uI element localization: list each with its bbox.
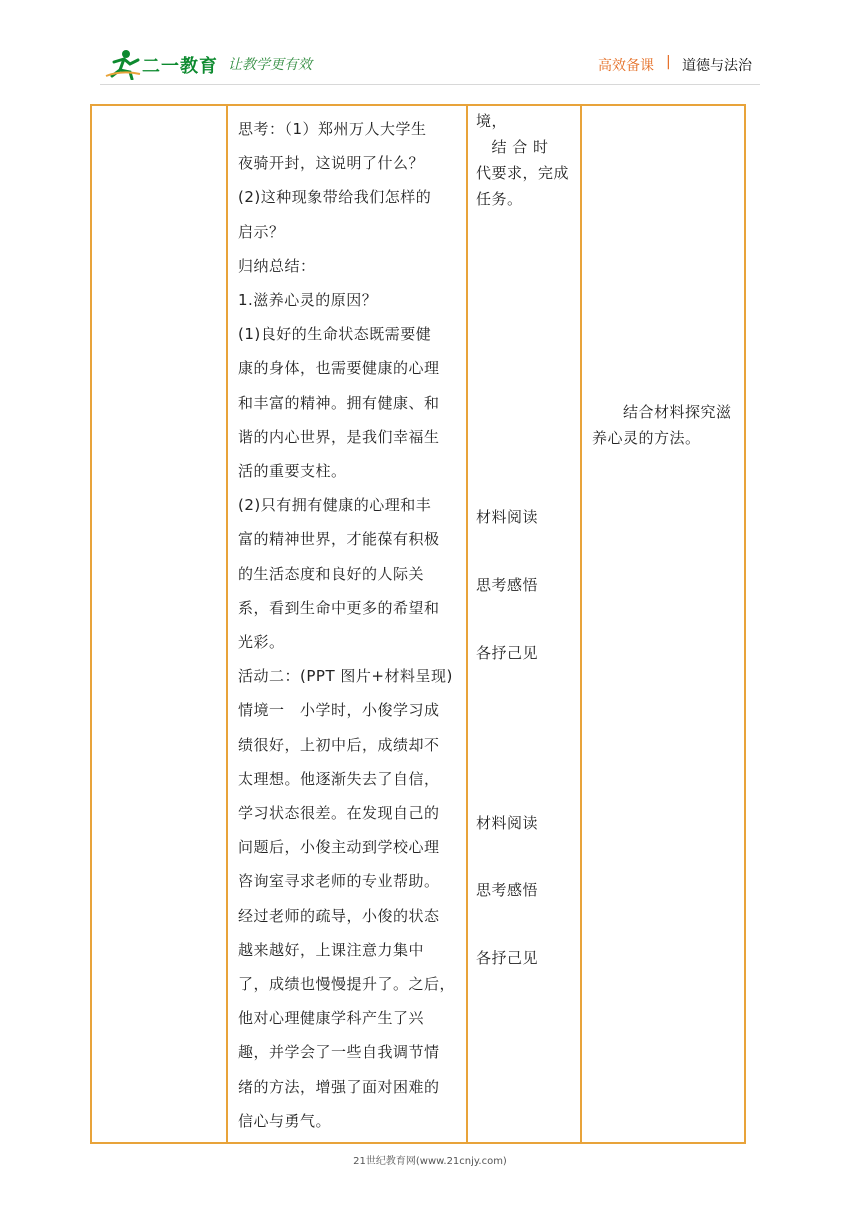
text-line: 任务。	[476, 190, 523, 208]
design-intent-text: 结合材料探究滋养心灵的方法。	[592, 403, 732, 447]
lesson-table	[90, 104, 746, 1144]
text-line: 富的精神世界，才能葆有积极	[238, 530, 440, 549]
text-line: 他对心理健康学科产生了兴	[238, 1009, 425, 1028]
text-line: 光彩。	[238, 633, 285, 652]
course-label: 高效备课	[598, 58, 654, 74]
text-line: 代要求，完成	[476, 164, 570, 182]
text-line: 太理想。他逐渐失去了自信，	[238, 769, 440, 788]
text-line: (2)只有拥有健康的心理和丰	[238, 496, 432, 515]
text-line: 越来越好，上课注意力集中	[238, 940, 425, 959]
text-line: 结 合 时	[476, 138, 549, 156]
text-line: (2)这种现象带给我们怎样的	[238, 188, 432, 207]
column-divider	[466, 106, 468, 1142]
activity-step: 材料阅读	[476, 814, 539, 832]
text-line: 学习状态很差。在发现自己的	[238, 804, 440, 823]
text-line: 启示？	[238, 222, 285, 241]
text-line: 系，看到生命中更多的希望和	[238, 598, 440, 617]
activity-step: 材料阅读	[476, 508, 539, 526]
student-activity-cell	[470, 106, 580, 1142]
text-line: 了，成绩也慢慢提升了。之后，	[238, 975, 456, 994]
column-divider	[580, 106, 582, 1142]
teaching-process-cell	[230, 106, 466, 1142]
activity-intro	[476, 108, 569, 212]
text-line: (1)良好的生命状态既需要健	[238, 325, 432, 344]
text-line: 活动二：(PPT 图片+材料呈现)	[238, 667, 453, 686]
empty-first-column	[92, 106, 226, 1142]
text-line: 谐的内心世界，是我们幸福生	[238, 427, 440, 446]
slogan: 让教学更有效	[228, 57, 312, 73]
logo-text: 二一教育	[142, 56, 218, 77]
subject-label: 道德与法治	[682, 58, 752, 74]
text-line: 咨询室寻求老师的专业帮助。	[238, 872, 440, 891]
activity-step: 各抒己见	[476, 644, 539, 662]
text-line: 趣，并学会了一些自我调节情	[238, 1043, 440, 1062]
column-divider	[226, 106, 228, 1142]
text-line: 归纳总结：	[238, 256, 316, 275]
text-line: 绪的方法，增强了面对困难的	[238, 1077, 440, 1096]
text-line: 绩很好，上初中后，成绩却不	[238, 735, 440, 754]
header-separator: |	[666, 54, 671, 70]
text-line: 信心与勇气。	[238, 1111, 332, 1130]
text-line: 活的重要支柱。	[238, 462, 347, 481]
activity-step: 思考感悟	[476, 881, 539, 899]
activity-step: 思考感悟	[476, 576, 539, 594]
text-line: 思考：（1）郑州万人大学生	[238, 120, 427, 138]
text-line: 和丰富的精神。拥有健康、和	[238, 393, 440, 412]
text-line: 经过老师的疏导，小俊的状态	[238, 906, 440, 925]
page-footer: 21世纪教育网(www.21cnjy.com)	[353, 1156, 507, 1167]
text-line: 1.滋养心灵的原因？	[238, 291, 378, 310]
header-divider	[100, 84, 760, 85]
text-line: 情境一 小学时，小俊学习成	[238, 701, 440, 720]
page-header	[0, 0, 860, 90]
text-line: 的生活态度和良好的人际关	[238, 564, 425, 583]
text-line: 康的身体，也需要健康的心理	[238, 359, 440, 378]
activity-step: 各抒己见	[476, 949, 539, 967]
design-intent-cell	[584, 106, 744, 1142]
text-line: 夜骑开封，这说明了什么？	[238, 154, 425, 173]
text-line: 问题后，小俊主动到学校心理	[238, 838, 440, 857]
text-line: 境，	[476, 112, 508, 130]
